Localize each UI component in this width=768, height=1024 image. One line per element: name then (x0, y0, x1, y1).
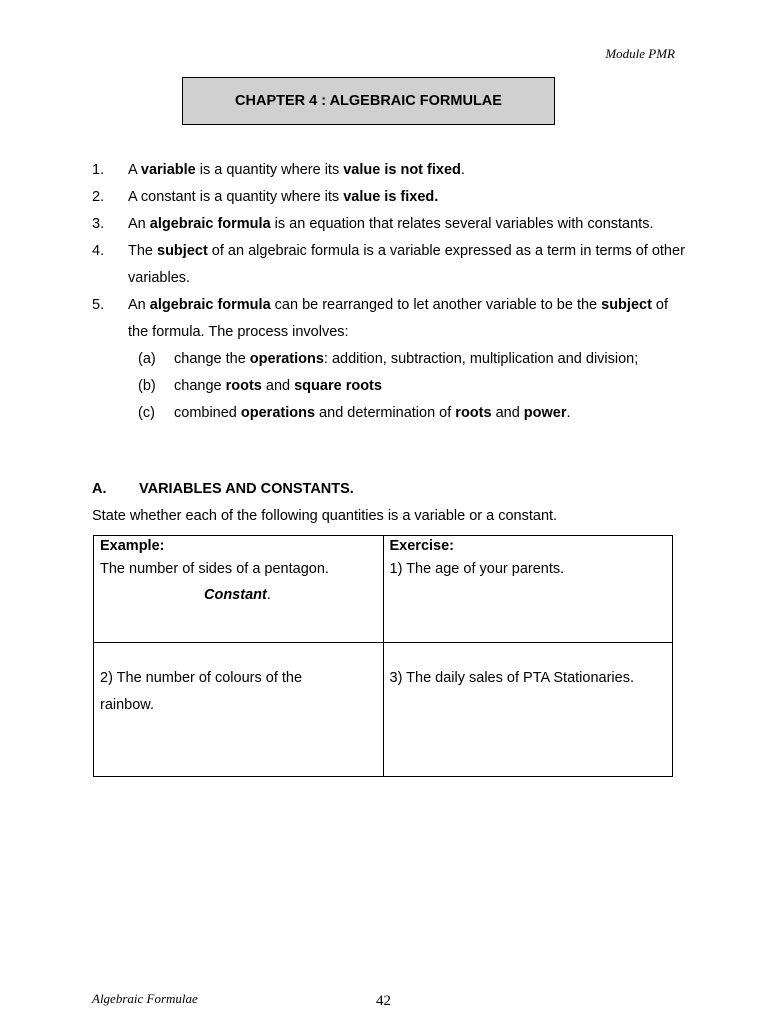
item-number: 2. (92, 189, 105, 205)
exercise-table (93, 535, 673, 777)
text-span: change the (174, 351, 250, 367)
example-cell (94, 536, 384, 643)
module-label: Module PMR (605, 46, 675, 61)
sub-item-text (174, 346, 638, 373)
exercise-question-2: 2) The number of colours of the rainbow. (100, 670, 303, 713)
item-number: 1. (92, 162, 105, 178)
sub-list-item (92, 346, 692, 373)
bold-term: subject (601, 297, 652, 313)
text-span: A (128, 162, 141, 178)
list-item (92, 292, 692, 346)
section-title: VARIABLES AND CONSTANTS. (139, 481, 354, 497)
bold-term: algebraic formula (149, 216, 271, 232)
text-span: combined (174, 405, 241, 421)
text-span: of an algebraic formula is a variable expressed as a term in terms of other variables. (128, 243, 685, 286)
bold-term: roots (455, 405, 492, 421)
sub-item-label: (b) (138, 378, 156, 394)
item-text (128, 238, 692, 292)
item-number: 4. (92, 243, 105, 259)
sub-item-label: (c) (138, 405, 155, 421)
bold-term: value is fixed. (343, 189, 439, 205)
item-number: 3. (92, 216, 105, 232)
page-number: 42 (376, 993, 391, 1009)
text-span: and (261, 378, 295, 394)
item-number: 5. (92, 297, 105, 313)
definitions-list (92, 157, 692, 427)
item-text (128, 184, 692, 211)
item-text (128, 157, 692, 184)
instruction-text: State whether each of the following quantities is a variable or a constant. (92, 508, 558, 524)
text-span: is an equation that relates several variables with constants. (270, 216, 654, 232)
text-span: and (491, 405, 524, 421)
section-heading (92, 481, 354, 497)
exercise-cell (383, 643, 673, 777)
example-heading: Example: (100, 538, 165, 554)
exercise-question-3: 3) The daily sales of PTA Stationaries. (389, 670, 634, 686)
bold-term: operations (249, 351, 324, 367)
sub-item-text (174, 400, 571, 427)
sub-list-item (92, 400, 692, 427)
item-text (128, 211, 692, 238)
section-label: A. (92, 481, 107, 497)
text-span: . (566, 405, 571, 421)
bold-term: roots (225, 378, 262, 394)
text-span: An (128, 297, 150, 313)
bold-term: value is not fixed (343, 162, 461, 178)
exercise-cell (383, 536, 673, 643)
bold-term: subject (157, 243, 208, 259)
bold-term: variable (140, 162, 196, 178)
text-span: An (128, 216, 150, 232)
table-row (94, 643, 673, 777)
list-item (92, 238, 692, 292)
text-span: The (128, 243, 158, 259)
exercise-question-1: 1) The age of your parents. (389, 561, 565, 577)
footer-title: Algebraic Formulae (92, 991, 198, 1006)
exercise-heading: Exercise: (389, 538, 454, 554)
text-span: A constant is a quantity where its (128, 189, 344, 205)
text-span: : addition, subtraction, multiplication and division; (323, 351, 639, 367)
text-span: change (174, 378, 226, 394)
text-span: is a quantity where its (195, 162, 344, 178)
example-question: The number of sides of a pentagon. (100, 561, 329, 577)
list-item (92, 211, 692, 238)
exercise-cell (94, 643, 384, 777)
list-item (92, 184, 692, 211)
bold-term: algebraic formula (149, 297, 271, 313)
bold-term: power (523, 405, 567, 421)
item-text (128, 292, 692, 346)
sub-item-label: (a) (138, 351, 156, 367)
sub-list-item (92, 373, 692, 400)
text-span: of the formula. The process involves: (128, 297, 669, 340)
text-span: can be rearranged to let another variable to be the (270, 297, 602, 313)
bold-term: square roots (294, 378, 382, 394)
table-row (94, 536, 673, 643)
bold-term: operations (240, 405, 316, 421)
example-answer: Constant. (204, 587, 271, 603)
text-span: and determination of (315, 405, 456, 421)
chapter-title: CHAPTER 4 : ALGEBRAIC FORMULAE (182, 77, 555, 125)
text-span: . (460, 162, 465, 178)
sub-item-text (174, 373, 382, 400)
list-item (92, 157, 692, 184)
